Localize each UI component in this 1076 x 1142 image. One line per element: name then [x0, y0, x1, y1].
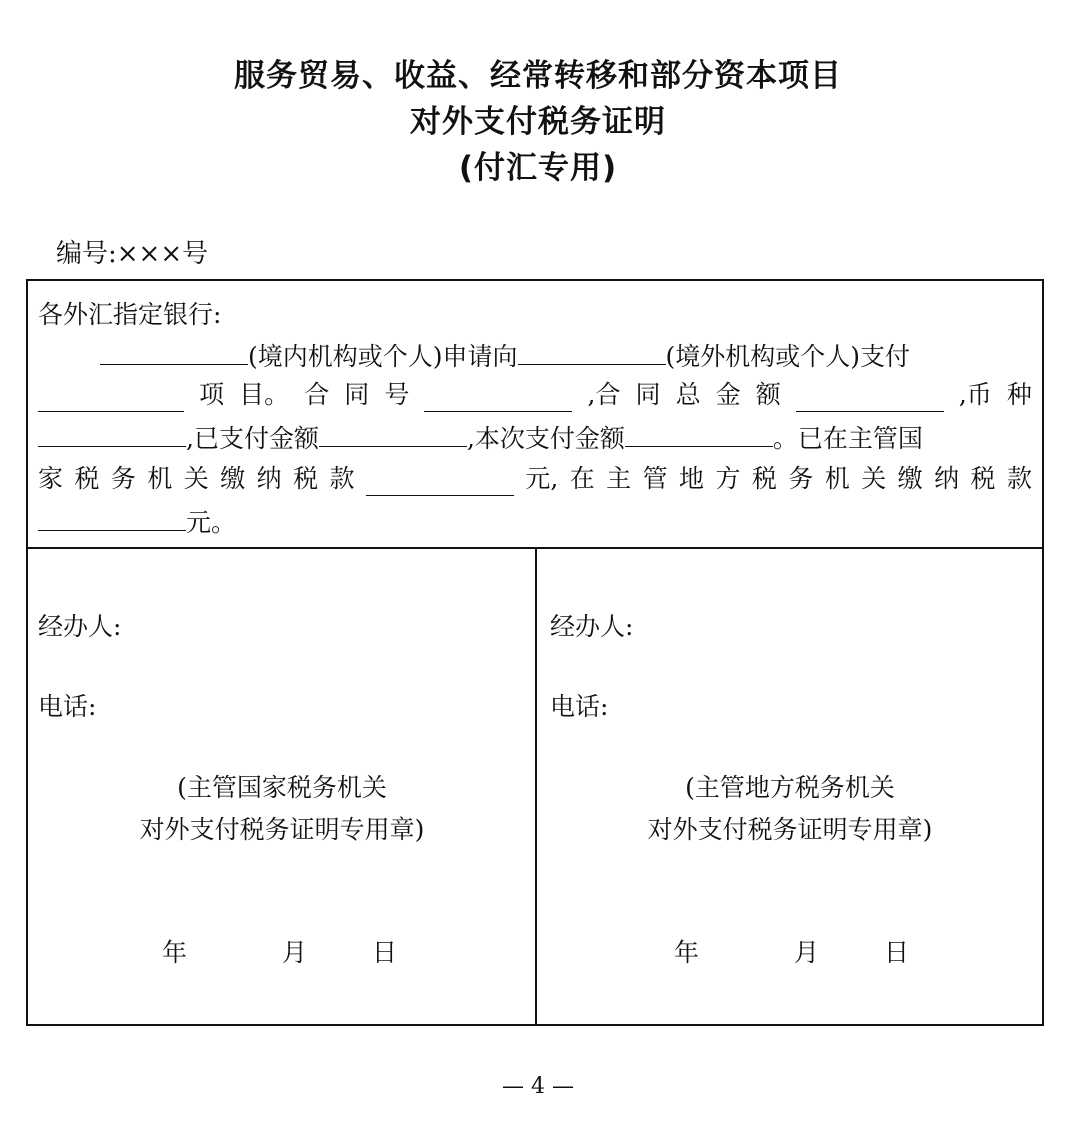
local-handler-label: 经办人: — [550, 612, 634, 641]
national-date-month: 月 — [282, 938, 308, 967]
document-title: 服务贸易、收益、经常转移和部分资本项目 — [234, 58, 842, 94]
payment-item-blank — [38, 385, 184, 412]
page-number: — 4 — — [502, 1074, 574, 1099]
national-phone-label: 电话: — [38, 692, 97, 721]
current-payment-blank — [625, 420, 773, 447]
contract-amount-blank — [796, 385, 944, 412]
contract-number-blank — [424, 385, 572, 412]
document-subtitle: 对外支付税务证明 — [410, 104, 666, 140]
document-number: 编号:×××号 — [56, 239, 209, 269]
national-handler-label: 经办人: — [38, 612, 122, 641]
currency-blank — [38, 420, 186, 447]
national-tax-amount-blank — [366, 469, 514, 496]
body-line-5: 元。 — [38, 504, 236, 540]
local-tax-amount-blank — [38, 504, 186, 531]
national-seal-line-1: (主管国家税务机关 — [177, 773, 387, 802]
body-line-1: (境内机构或个人)申请向 (境外机构或个人)支付 — [100, 338, 910, 374]
national-date-year: 年 — [162, 938, 188, 967]
salutation: 各外汇指定银行: — [38, 300, 222, 329]
foreign-payee-blank — [518, 338, 666, 365]
local-date-month: 月 — [794, 938, 820, 967]
national-seal-line-2: 对外支付税务证明专用章) — [139, 815, 425, 844]
local-date-day: 日 — [884, 938, 910, 967]
paid-amount-blank — [319, 420, 467, 447]
body-line-2: 项 目。 合 同 号 ,合 同 总 金 额 ,币 种 — [38, 378, 1032, 412]
national-date-day: 日 — [372, 938, 398, 967]
body-line-3: ,已支付金额 ,本次支付金额 。已在主管国 — [38, 420, 923, 456]
domestic-applicant-blank — [100, 338, 248, 365]
local-phone-label: 电话: — [550, 692, 609, 721]
document-purpose: (付汇专用) — [458, 150, 618, 186]
local-date-year: 年 — [674, 938, 700, 967]
local-seal-line-2: 对外支付税务证明专用章) — [647, 815, 933, 844]
body-line-4: 家 税 务 机 关 缴 纳 税 款 元, 在 主 管 地 方 税 务 机 关 缴 纳 税 款 — [38, 462, 1032, 496]
local-seal-line-1: (主管地方税务机关 — [685, 773, 895, 802]
